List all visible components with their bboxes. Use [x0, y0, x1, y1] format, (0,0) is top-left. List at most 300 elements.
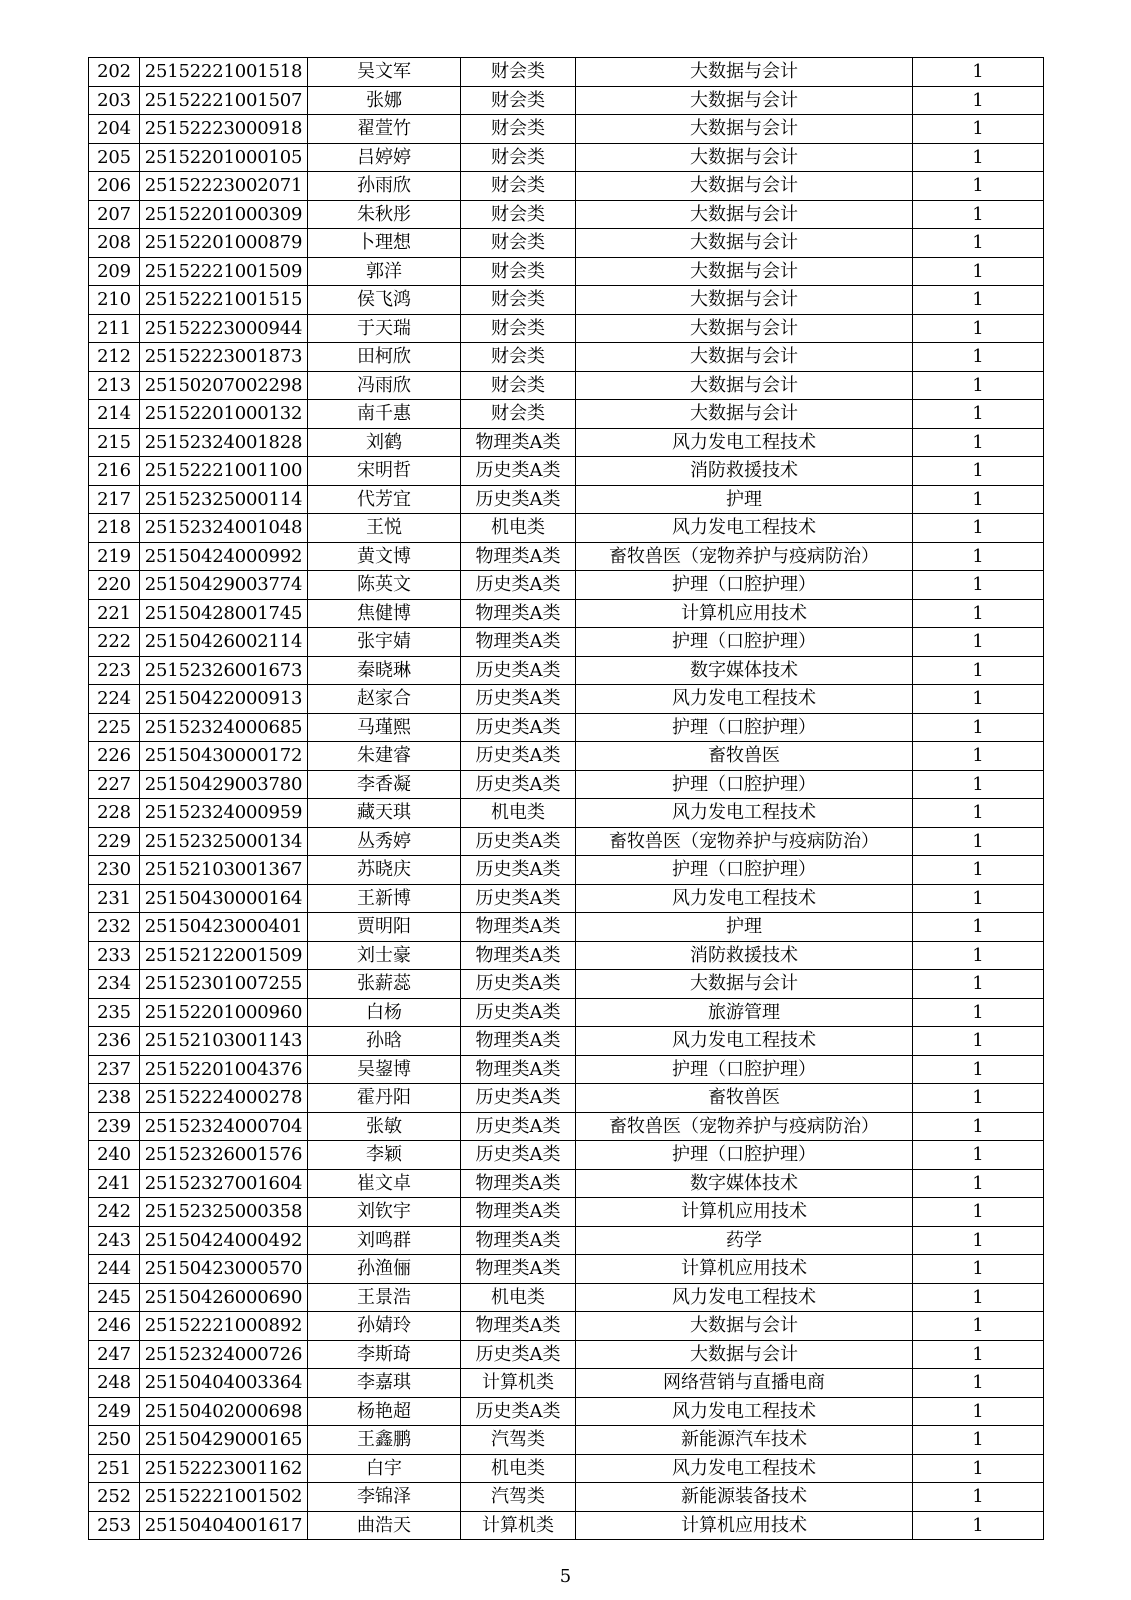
count-cell: 1 — [913, 115, 1044, 144]
student-name-cell: 朱建睿 — [308, 742, 461, 771]
count-cell: 1 — [913, 457, 1044, 486]
major-cell: 护理（口腔护理） — [576, 628, 913, 657]
student-name-cell: 田柯欣 — [308, 343, 461, 372]
subject-category-cell: 历史类A类 — [461, 1141, 576, 1170]
row-index-cell: 242 — [89, 1198, 140, 1227]
count-cell: 1 — [913, 998, 1044, 1027]
candidate-id-cell: 25152325000358 — [140, 1198, 308, 1227]
subject-category-cell: 财会类 — [461, 286, 576, 315]
major-cell: 风力发电工程技术 — [576, 514, 913, 543]
subject-category-cell: 历史类A类 — [461, 1397, 576, 1426]
row-index-cell: 240 — [89, 1141, 140, 1170]
row-index-cell: 229 — [89, 827, 140, 856]
table-row — [89, 1169, 1044, 1198]
candidate-id-cell: 25150404001617 — [140, 1511, 308, 1540]
subject-category-cell: 历史类A类 — [461, 485, 576, 514]
major-cell: 畜牧兽医（宠物养护与疫病防治） — [576, 542, 913, 571]
table-row — [89, 1454, 1044, 1483]
row-index-cell: 221 — [89, 599, 140, 628]
subject-category-cell: 历史类A类 — [461, 571, 576, 600]
row-index-cell: 206 — [89, 172, 140, 201]
table-row — [89, 1084, 1044, 1113]
student-name-cell: 代芳宜 — [308, 485, 461, 514]
subject-category-cell: 机电类 — [461, 514, 576, 543]
candidate-id-cell: 25152326001576 — [140, 1141, 308, 1170]
major-cell: 大数据与会计 — [576, 143, 913, 172]
table-row — [89, 1426, 1044, 1455]
subject-category-cell: 财会类 — [461, 143, 576, 172]
table-row — [89, 343, 1044, 372]
major-cell: 大数据与会计 — [576, 314, 913, 343]
student-name-cell: 李斯琦 — [308, 1340, 461, 1369]
count-cell: 1 — [913, 229, 1044, 258]
subject-category-cell: 物理类A类 — [461, 599, 576, 628]
candidate-id-cell: 25152224000278 — [140, 1084, 308, 1113]
row-index-cell: 227 — [89, 770, 140, 799]
count-cell: 1 — [913, 286, 1044, 315]
student-name-cell: 孙婧玲 — [308, 1312, 461, 1341]
row-index-cell: 205 — [89, 143, 140, 172]
subject-category-cell: 财会类 — [461, 86, 576, 115]
subject-category-cell: 物理类A类 — [461, 913, 576, 942]
table-row — [89, 799, 1044, 828]
subject-category-cell: 物理类A类 — [461, 1255, 576, 1284]
candidate-id-cell: 25152324000685 — [140, 713, 308, 742]
table-row — [89, 1198, 1044, 1227]
subject-category-cell: 财会类 — [461, 58, 576, 87]
table-row — [89, 1397, 1044, 1426]
count-cell: 1 — [913, 143, 1044, 172]
row-index-cell: 238 — [89, 1084, 140, 1113]
candidate-id-cell: 25152223001873 — [140, 343, 308, 372]
count-cell: 1 — [913, 713, 1044, 742]
subject-category-cell: 财会类 — [461, 229, 576, 258]
major-cell: 旅游管理 — [576, 998, 913, 1027]
candidate-id-cell: 25152325000134 — [140, 827, 308, 856]
table-row — [89, 628, 1044, 657]
table-row — [89, 1369, 1044, 1398]
student-name-cell: 宋明哲 — [308, 457, 461, 486]
row-index-cell: 249 — [89, 1397, 140, 1426]
table-row — [89, 371, 1044, 400]
row-index-cell: 218 — [89, 514, 140, 543]
row-index-cell: 248 — [89, 1369, 140, 1398]
row-index-cell: 220 — [89, 571, 140, 600]
major-cell: 大数据与会计 — [576, 1312, 913, 1341]
subject-category-cell: 物理类A类 — [461, 1198, 576, 1227]
count-cell: 1 — [913, 827, 1044, 856]
student-name-cell: 苏晓庆 — [308, 856, 461, 885]
candidate-id-cell: 25150426000690 — [140, 1283, 308, 1312]
student-name-cell: 翟萱竹 — [308, 115, 461, 144]
subject-category-cell: 计算机类 — [461, 1511, 576, 1540]
major-cell: 大数据与会计 — [576, 970, 913, 999]
subject-category-cell: 物理类A类 — [461, 1055, 576, 1084]
row-index-cell: 241 — [89, 1169, 140, 1198]
table-row — [89, 200, 1044, 229]
major-cell: 计算机应用技术 — [576, 1198, 913, 1227]
row-index-cell: 253 — [89, 1511, 140, 1540]
row-index-cell: 222 — [89, 628, 140, 657]
row-index-cell: 243 — [89, 1226, 140, 1255]
student-name-cell: 黄文博 — [308, 542, 461, 571]
count-cell: 1 — [913, 685, 1044, 714]
row-index-cell: 225 — [89, 713, 140, 742]
student-name-cell: 吴文军 — [308, 58, 461, 87]
subject-category-cell: 历史类A类 — [461, 457, 576, 486]
candidate-id-cell: 25150207002298 — [140, 371, 308, 400]
subject-category-cell: 历史类A类 — [461, 1084, 576, 1113]
major-cell: 护理 — [576, 913, 913, 942]
student-name-cell: 刘鸣群 — [308, 1226, 461, 1255]
subject-category-cell: 财会类 — [461, 200, 576, 229]
subject-category-cell: 物理类A类 — [461, 1027, 576, 1056]
count-cell: 1 — [913, 628, 1044, 657]
count-cell: 1 — [913, 571, 1044, 600]
page-number: 5 — [559, 1566, 572, 1587]
table-row — [89, 314, 1044, 343]
major-cell: 护理（口腔护理） — [576, 1141, 913, 1170]
student-name-cell: 李嘉琪 — [308, 1369, 461, 1398]
candidate-id-cell: 25152324001048 — [140, 514, 308, 543]
count-cell: 1 — [913, 1426, 1044, 1455]
count-cell: 1 — [913, 656, 1044, 685]
candidate-id-cell: 25152324000726 — [140, 1340, 308, 1369]
subject-category-cell: 历史类A类 — [461, 770, 576, 799]
student-name-cell: 吴鋆博 — [308, 1055, 461, 1084]
table-row — [89, 58, 1044, 87]
major-cell: 护理（口腔护理） — [576, 856, 913, 885]
major-cell: 风力发电工程技术 — [576, 428, 913, 457]
table-row — [89, 1112, 1044, 1141]
candidate-id-cell: 25152301007255 — [140, 970, 308, 999]
subject-category-cell: 财会类 — [461, 314, 576, 343]
major-cell: 风力发电工程技术 — [576, 1027, 913, 1056]
candidate-id-cell: 25152326001673 — [140, 656, 308, 685]
subject-category-cell: 汽驾类 — [461, 1483, 576, 1512]
candidate-id-cell: 25152201000105 — [140, 143, 308, 172]
student-name-cell: 藏天琪 — [308, 799, 461, 828]
table-row — [89, 1283, 1044, 1312]
row-index-cell: 252 — [89, 1483, 140, 1512]
student-name-cell: 孙渔俪 — [308, 1255, 461, 1284]
student-name-cell: 白宇 — [308, 1454, 461, 1483]
row-index-cell: 208 — [89, 229, 140, 258]
count-cell: 1 — [913, 884, 1044, 913]
row-index-cell: 204 — [89, 115, 140, 144]
count-cell: 1 — [913, 742, 1044, 771]
major-cell: 风力发电工程技术 — [576, 1454, 913, 1483]
subject-category-cell: 历史类A类 — [461, 998, 576, 1027]
candidate-id-cell: 25152103001143 — [140, 1027, 308, 1056]
table-row — [89, 457, 1044, 486]
student-name-cell: 王新博 — [308, 884, 461, 913]
student-name-cell: 曲浩天 — [308, 1511, 461, 1540]
table-row — [89, 143, 1044, 172]
count-cell: 1 — [913, 1255, 1044, 1284]
major-cell: 大数据与会计 — [576, 200, 913, 229]
student-name-cell: 侯飞鸿 — [308, 286, 461, 315]
subject-category-cell: 财会类 — [461, 257, 576, 286]
student-name-cell: 卜理想 — [308, 229, 461, 258]
major-cell: 风力发电工程技术 — [576, 799, 913, 828]
table-row — [89, 257, 1044, 286]
major-cell: 大数据与会计 — [576, 172, 913, 201]
major-cell: 药学 — [576, 1226, 913, 1255]
subject-category-cell: 财会类 — [461, 115, 576, 144]
candidate-id-cell: 25150424000492 — [140, 1226, 308, 1255]
candidate-id-cell: 25152201000960 — [140, 998, 308, 1027]
row-index-cell: 231 — [89, 884, 140, 913]
candidate-id-cell: 25152324001828 — [140, 428, 308, 457]
count-cell: 1 — [913, 913, 1044, 942]
student-name-cell: 秦晓琳 — [308, 656, 461, 685]
major-cell: 大数据与会计 — [576, 86, 913, 115]
major-cell: 护理（口腔护理） — [576, 713, 913, 742]
count-cell: 1 — [913, 970, 1044, 999]
major-cell: 计算机应用技术 — [576, 1255, 913, 1284]
candidate-id-cell: 25152223001162 — [140, 1454, 308, 1483]
subject-category-cell: 物理类A类 — [461, 628, 576, 657]
subject-category-cell: 历史类A类 — [461, 1112, 576, 1141]
count-cell: 1 — [913, 343, 1044, 372]
row-index-cell: 217 — [89, 485, 140, 514]
row-index-cell: 237 — [89, 1055, 140, 1084]
row-index-cell: 250 — [89, 1426, 140, 1455]
table-row — [89, 286, 1044, 315]
candidate-id-cell: 25152327001604 — [140, 1169, 308, 1198]
candidate-id-cell: 25150424000992 — [140, 542, 308, 571]
row-index-cell: 203 — [89, 86, 140, 115]
subject-category-cell: 历史类A类 — [461, 827, 576, 856]
row-index-cell: 230 — [89, 856, 140, 885]
candidate-id-cell: 25150423000401 — [140, 913, 308, 942]
row-index-cell: 226 — [89, 742, 140, 771]
row-index-cell: 211 — [89, 314, 140, 343]
candidate-id-cell: 25150422000913 — [140, 685, 308, 714]
student-name-cell: 王悦 — [308, 514, 461, 543]
major-cell: 风力发电工程技术 — [576, 884, 913, 913]
count-cell: 1 — [913, 172, 1044, 201]
major-cell: 新能源汽车技术 — [576, 1426, 913, 1455]
row-index-cell: 214 — [89, 400, 140, 429]
subject-category-cell: 历史类A类 — [461, 742, 576, 771]
student-name-cell: 白杨 — [308, 998, 461, 1027]
table-row — [89, 1483, 1044, 1512]
subject-category-cell: 历史类A类 — [461, 656, 576, 685]
table-row — [89, 172, 1044, 201]
candidate-id-cell: 25152221000892 — [140, 1312, 308, 1341]
major-cell: 护理 — [576, 485, 913, 514]
table-row — [89, 1226, 1044, 1255]
candidate-id-cell: 25152223000918 — [140, 115, 308, 144]
candidate-id-cell: 25150402000698 — [140, 1397, 308, 1426]
major-cell: 大数据与会计 — [576, 371, 913, 400]
major-cell: 数字媒体技术 — [576, 1169, 913, 1198]
subject-category-cell: 机电类 — [461, 799, 576, 828]
row-index-cell: 215 — [89, 428, 140, 457]
row-index-cell: 213 — [89, 371, 140, 400]
subject-category-cell: 物理类A类 — [461, 1226, 576, 1255]
count-cell: 1 — [913, 1511, 1044, 1540]
table-row — [89, 571, 1044, 600]
table-row — [89, 941, 1044, 970]
row-index-cell: 224 — [89, 685, 140, 714]
subject-category-cell: 历史类A类 — [461, 685, 576, 714]
candidate-id-cell: 25150429000165 — [140, 1426, 308, 1455]
count-cell: 1 — [913, 542, 1044, 571]
subject-category-cell: 物理类A类 — [461, 1312, 576, 1341]
count-cell: 1 — [913, 257, 1044, 286]
table-row — [89, 713, 1044, 742]
candidate-id-cell: 25152201000879 — [140, 229, 308, 258]
subject-category-cell: 计算机类 — [461, 1369, 576, 1398]
major-cell: 数字媒体技术 — [576, 656, 913, 685]
major-cell: 大数据与会计 — [576, 343, 913, 372]
count-cell: 1 — [913, 314, 1044, 343]
row-index-cell: 239 — [89, 1112, 140, 1141]
table-row — [89, 1511, 1044, 1540]
count-cell: 1 — [913, 770, 1044, 799]
row-index-cell: 202 — [89, 58, 140, 87]
subject-category-cell: 财会类 — [461, 343, 576, 372]
major-cell: 风力发电工程技术 — [576, 1397, 913, 1426]
subject-category-cell: 财会类 — [461, 400, 576, 429]
table-row — [89, 542, 1044, 571]
subject-category-cell: 物理类A类 — [461, 941, 576, 970]
count-cell: 1 — [913, 1226, 1044, 1255]
subject-category-cell: 历史类A类 — [461, 1340, 576, 1369]
count-cell: 1 — [913, 1369, 1044, 1398]
row-index-cell: 245 — [89, 1283, 140, 1312]
row-index-cell: 251 — [89, 1454, 140, 1483]
table-row — [89, 1255, 1044, 1284]
count-cell: 1 — [913, 856, 1044, 885]
student-name-cell: 孙雨欣 — [308, 172, 461, 201]
count-cell: 1 — [913, 371, 1044, 400]
subject-category-cell: 物理类A类 — [461, 1169, 576, 1198]
count-cell: 1 — [913, 1397, 1044, 1426]
major-cell: 畜牧兽医 — [576, 1084, 913, 1113]
table-row — [89, 1312, 1044, 1341]
major-cell: 畜牧兽医（宠物养护与疫病防治） — [576, 1112, 913, 1141]
student-name-cell: 刘鹤 — [308, 428, 461, 457]
student-name-cell: 冯雨欣 — [308, 371, 461, 400]
candidate-id-cell: 25152325000114 — [140, 485, 308, 514]
count-cell: 1 — [913, 485, 1044, 514]
major-cell: 护理（口腔护理） — [576, 770, 913, 799]
candidate-id-cell: 25152221001502 — [140, 1483, 308, 1512]
student-name-cell: 贾明阳 — [308, 913, 461, 942]
row-index-cell: 236 — [89, 1027, 140, 1056]
count-cell: 1 — [913, 599, 1044, 628]
candidate-id-cell: 25152221001100 — [140, 457, 308, 486]
major-cell: 畜牧兽医（宠物养护与疫病防治） — [576, 827, 913, 856]
table-row — [89, 1141, 1044, 1170]
table-row — [89, 970, 1044, 999]
table-row — [89, 400, 1044, 429]
major-cell: 畜牧兽医 — [576, 742, 913, 771]
row-index-cell: 210 — [89, 286, 140, 315]
row-index-cell: 212 — [89, 343, 140, 372]
row-index-cell: 232 — [89, 913, 140, 942]
student-name-cell: 焦健博 — [308, 599, 461, 628]
table-row — [89, 428, 1044, 457]
subject-category-cell: 财会类 — [461, 371, 576, 400]
candidate-id-cell: 25152223002071 — [140, 172, 308, 201]
candidate-id-cell: 25152324000959 — [140, 799, 308, 828]
count-cell: 1 — [913, 200, 1044, 229]
subject-category-cell: 物理类A类 — [461, 542, 576, 571]
count-cell: 1 — [913, 799, 1044, 828]
count-cell: 1 — [913, 514, 1044, 543]
candidate-id-cell: 25152122001509 — [140, 941, 308, 970]
major-cell: 大数据与会计 — [576, 58, 913, 87]
count-cell: 1 — [913, 400, 1044, 429]
row-index-cell: 233 — [89, 941, 140, 970]
table-row — [89, 86, 1044, 115]
subject-category-cell: 历史类A类 — [461, 856, 576, 885]
candidate-id-cell: 25152201004376 — [140, 1055, 308, 1084]
student-name-cell: 孙晗 — [308, 1027, 461, 1056]
subject-category-cell: 历史类A类 — [461, 713, 576, 742]
candidate-id-cell: 25152221001518 — [140, 58, 308, 87]
student-name-cell: 杨艳超 — [308, 1397, 461, 1426]
major-cell: 大数据与会计 — [576, 229, 913, 258]
student-name-cell: 王景浩 — [308, 1283, 461, 1312]
table-row — [89, 827, 1044, 856]
count-cell: 1 — [913, 58, 1044, 87]
count-cell: 1 — [913, 1169, 1044, 1198]
row-index-cell: 228 — [89, 799, 140, 828]
major-cell: 计算机应用技术 — [576, 599, 913, 628]
row-index-cell: 207 — [89, 200, 140, 229]
table-row — [89, 998, 1044, 1027]
student-name-cell: 霍丹阳 — [308, 1084, 461, 1113]
student-name-cell: 张宇婧 — [308, 628, 461, 657]
major-cell: 护理（口腔护理） — [576, 1055, 913, 1084]
table-row — [89, 599, 1044, 628]
row-index-cell: 219 — [89, 542, 140, 571]
count-cell: 1 — [913, 1112, 1044, 1141]
count-cell: 1 — [913, 1027, 1044, 1056]
student-name-cell: 陈英文 — [308, 571, 461, 600]
subject-category-cell: 财会类 — [461, 172, 576, 201]
candidate-id-cell: 25150428001745 — [140, 599, 308, 628]
subject-category-cell: 历史类A类 — [461, 884, 576, 913]
table-row — [89, 115, 1044, 144]
subject-category-cell: 物理类A类 — [461, 428, 576, 457]
student-name-cell: 郭洋 — [308, 257, 461, 286]
candidate-id-cell: 25152324000704 — [140, 1112, 308, 1141]
major-cell: 消防救援技术 — [576, 941, 913, 970]
student-name-cell: 于天瑞 — [308, 314, 461, 343]
candidate-id-cell: 25152221001507 — [140, 86, 308, 115]
admission-table — [88, 57, 1044, 1540]
student-name-cell: 赵家合 — [308, 685, 461, 714]
row-index-cell: 216 — [89, 457, 140, 486]
subject-category-cell: 机电类 — [461, 1283, 576, 1312]
student-name-cell: 马瑾熙 — [308, 713, 461, 742]
student-name-cell: 刘士豪 — [308, 941, 461, 970]
major-cell: 大数据与会计 — [576, 115, 913, 144]
count-cell: 1 — [913, 1198, 1044, 1227]
table-row — [89, 485, 1044, 514]
major-cell: 消防救援技术 — [576, 457, 913, 486]
count-cell: 1 — [913, 1340, 1044, 1369]
table-row — [89, 884, 1044, 913]
student-name-cell: 王鑫鹏 — [308, 1426, 461, 1455]
